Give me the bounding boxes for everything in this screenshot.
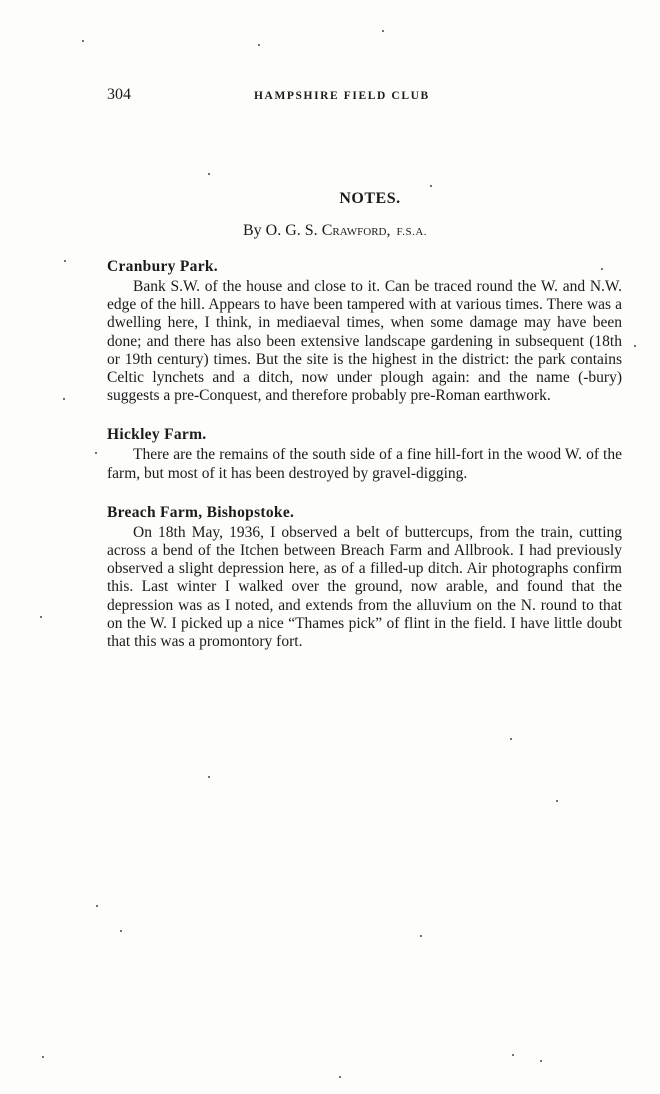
scan-speck <box>634 345 636 347</box>
scan-speck <box>540 1060 542 1062</box>
author-surname: Crawford, <box>321 222 391 239</box>
scan-speck <box>63 398 65 400</box>
section-title-text: NOTES. <box>339 190 401 207</box>
scan-speck <box>82 40 84 42</box>
note-cranbury-park <box>107 257 622 405</box>
scan-speck <box>258 44 260 46</box>
scan-speck <box>339 1076 341 1078</box>
note-heading: Hickley Farm. <box>107 426 207 444</box>
scan-speck <box>95 452 97 454</box>
byline-prefix: By O. G. S. <box>243 222 322 239</box>
note-heading: Breach Farm, Bishopstoke. <box>107 503 295 521</box>
scan-speck <box>96 905 98 907</box>
scan-speck <box>430 185 432 187</box>
note-breach-farm <box>107 503 622 651</box>
scan-speck <box>64 260 66 262</box>
note-body: On 18th May, 1936, I observed a belt of buttercups, from the train, cutting across a bend of the Itchen between Breach Farm and Allbrook. I had previously observed a slight depression here, as of a filled-up ditch. Air photographs confirm this. Last winter I walked over the ground, now arable, and found that the depression was as I noted, and extends from the alluvium on the N. round to that on the W. I picked up a nice “Thames pick” of flint in the field. I have little doubt that this was a promontory fort. <box>107 523 622 651</box>
note-heading: Cranbury Park. <box>107 258 218 275</box>
byline <box>243 222 427 240</box>
scan-speck <box>120 930 122 932</box>
scan-speck <box>510 738 512 740</box>
author-honorific: F.S.A. <box>396 226 428 238</box>
scan-speck <box>382 30 384 32</box>
note-body: Bank S.W. of the house and close to it. Can be traced round the W. and N.W. edge of the hill. Appears to have been tampered with at various times. There was a dwelling here, I think, in mediaeval times, when some damage may have been done; and there has also been extensive landscape gardening in subsequent (18th or 19th century) times. But the site is the highest in the district: the park contains Celtic lynchets and a ditch, now under plough again: and the name (-bury) suggests a pre-Conquest, and therefore probably pre-Roman earthwork. <box>107 278 622 405</box>
section-title <box>0 190 660 208</box>
running-head: HAMPSHIRE FIELD CLUB <box>254 90 430 102</box>
scan-speck <box>420 935 422 937</box>
scan-speck <box>208 776 210 778</box>
note-hickley-farm <box>107 425 622 482</box>
scan-speck <box>601 268 603 270</box>
notes-content <box>107 257 622 671</box>
note-body: There are the remains of the south side of a fine hill-fort in the wood W. of the farm, but most of it has been destroyed by gravel-digging. <box>107 446 622 482</box>
scan-speck <box>208 173 210 175</box>
scan-speck <box>556 800 558 802</box>
scan-speck <box>42 1056 44 1058</box>
page-number: 304 <box>107 86 131 103</box>
scan-speck <box>40 616 42 618</box>
scan-speck <box>512 1054 514 1056</box>
